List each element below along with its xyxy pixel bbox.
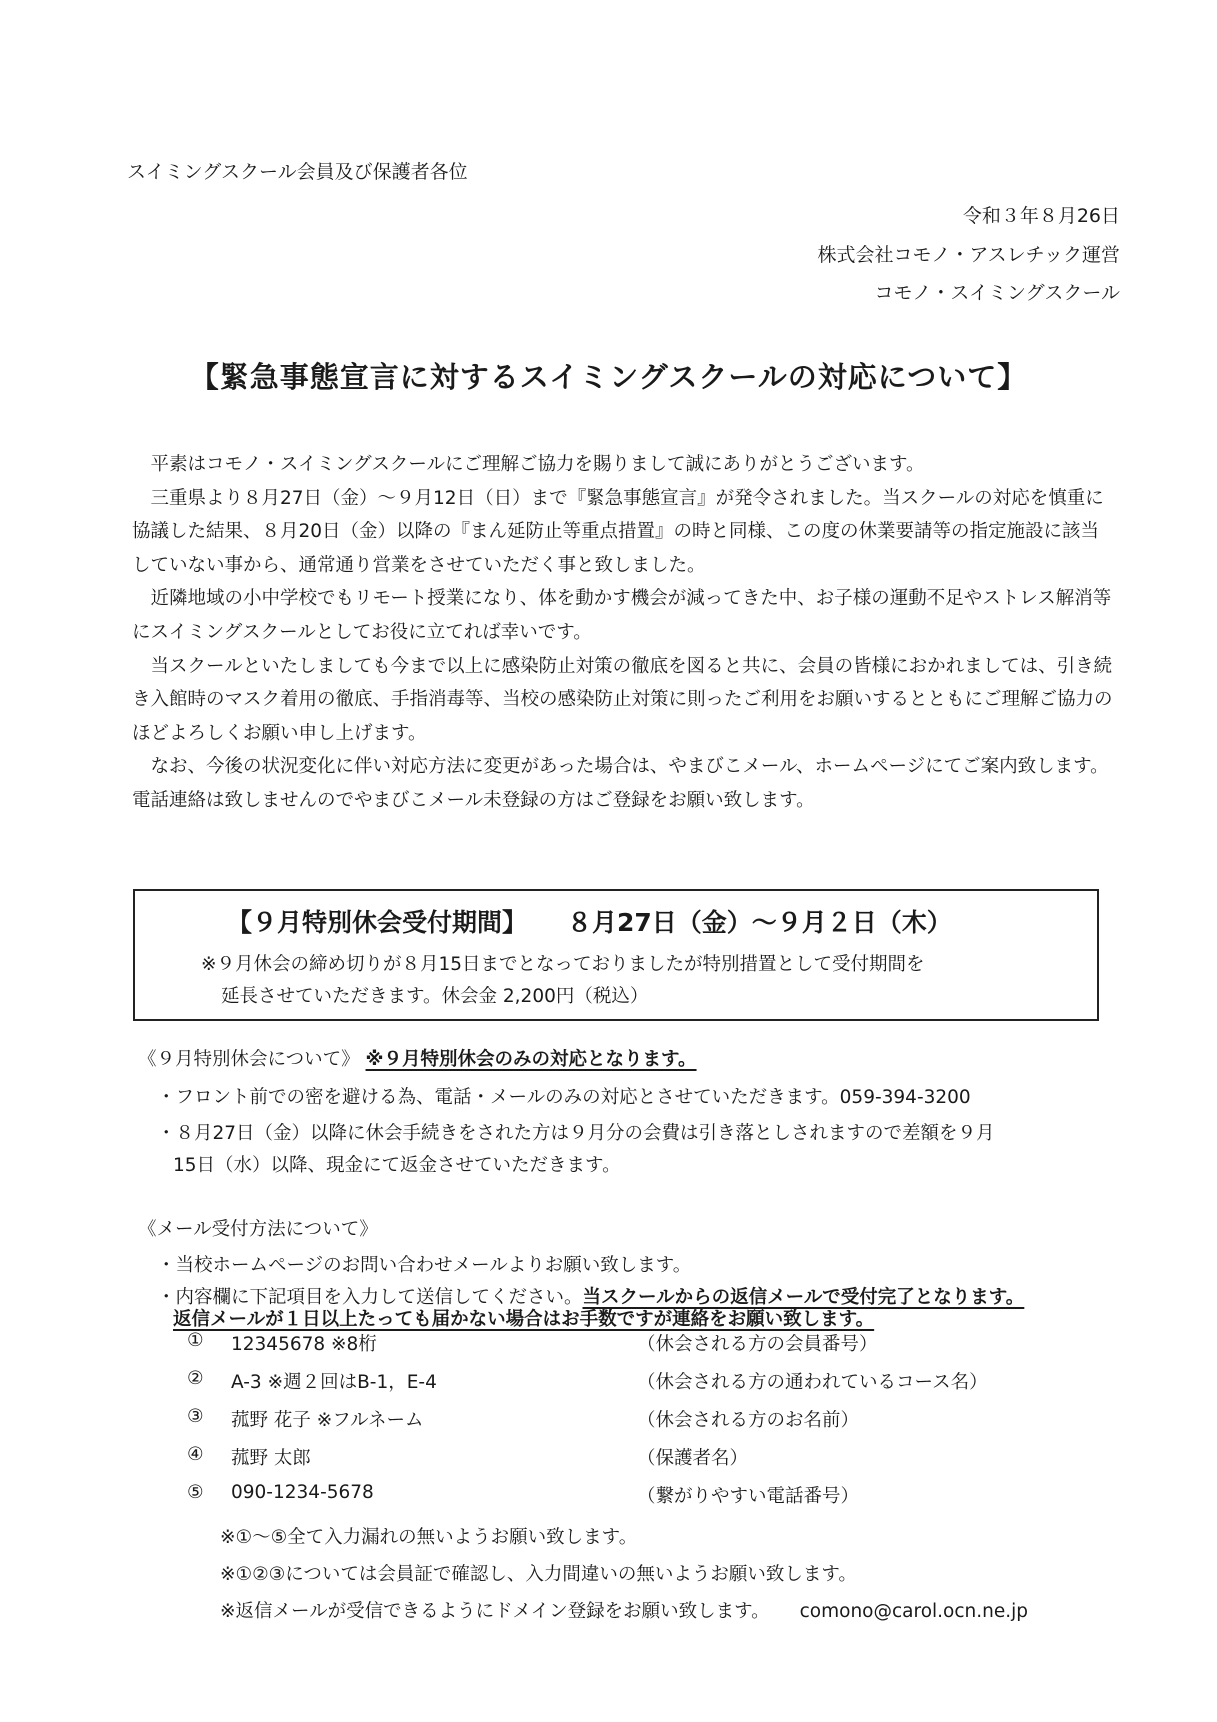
item-number: ④ bbox=[187, 1444, 204, 1465]
input-item-list bbox=[187, 1330, 1067, 1520]
item-value: A-3 ※週２回はB-1，E-4 bbox=[231, 1372, 437, 1393]
item-value: 菰野 太郎 bbox=[231, 1448, 311, 1469]
list-item-input-fields-text: ・内容欄に下記項目を入力して送信してください。 bbox=[157, 1287, 583, 1308]
notice-note-line-1: ※９月休会の締め切りが８月15日までとなっておりましたが特別措置として受付期間を bbox=[201, 954, 925, 975]
body-paragraph-infection-control: 当スクールといたしましても今まで以上に感染防止対策の徹底を図ると共に、会員の皆様におかれましては、引き続き入館時のマスク着用の徹底、手指消毒等、当校の感染防止対策に則ったご利用をお願いするとともにご理解ご協力のほどよろしくお願い申し上げます。 bbox=[132, 655, 1113, 744]
notice-note-line-2: 延長させていただきます。休会金 2,200円（税込） bbox=[221, 986, 649, 1007]
item-description: （繋がりやすい電話番号） bbox=[637, 1486, 860, 1507]
item-number: ① bbox=[187, 1330, 204, 1351]
notice-heading-label: 【９月特別休会受付期間】 bbox=[227, 908, 528, 937]
note-member-card: ※①②③については会員証で確認し、入力間違いの無いようお願い致します。 bbox=[220, 1564, 857, 1585]
list-item-phone-email: ・フロント前での密を避ける為、電話・メールのみの対応とさせていただきます。059-394-3200 bbox=[157, 1087, 971, 1108]
note-input-complete: ※①～⑤全て入力漏れの無いようお願い致します。 bbox=[220, 1527, 638, 1548]
item-value: 12345678 ※8桁 bbox=[231, 1334, 377, 1355]
list-item-input-fields-emphasis: 当スクールからの返信メールで受付完了となります。 bbox=[582, 1287, 1025, 1308]
item-number: ⑤ bbox=[187, 1482, 204, 1503]
company-name: 株式会社コモノ・アスレチック運営 bbox=[817, 244, 1120, 266]
list-item-homepage-mail: ・当校ホームページのお問い合わせメールよりお願い致します。 bbox=[157, 1255, 692, 1276]
addressee: スイミングスクール会員及び保護者各位 bbox=[127, 161, 468, 183]
list-item bbox=[187, 1444, 1067, 1482]
list-item bbox=[187, 1330, 1067, 1368]
list-item bbox=[187, 1482, 1067, 1520]
body-text bbox=[132, 448, 1117, 818]
section-special-leave-heading bbox=[138, 1045, 697, 1071]
item-description: （休会される方の会員番号） bbox=[637, 1334, 878, 1355]
list-item-fee-refund-cont: 15日（水）以降、現金にて返金させていただきます。 bbox=[173, 1155, 621, 1176]
item-description: （保護者名） bbox=[637, 1448, 749, 1469]
notice-heading bbox=[227, 903, 952, 939]
notice-period: ８月27日（金）～９月２日（木） bbox=[567, 908, 952, 937]
school-name: コモノ・スイミングスクール bbox=[874, 282, 1120, 304]
note-domain-registration bbox=[220, 1597, 1028, 1623]
item-description: （休会される方の通われているコース名） bbox=[637, 1372, 988, 1393]
list-item-reply-warning bbox=[173, 1305, 874, 1331]
body-paragraph-declaration: 三重県より８月27日（金）～９月12日（日）まで『緊急事態宣言』が発令されました。当スクールの対応を慎重に協議した結果、８月20日（金）以降の『まん延防止等重点措置』の時と同様、この度の休業要請等の指定施設に該当していない事から、通常通り営業をさせていただく事と致しました。 bbox=[132, 487, 1104, 576]
special-leave-notice-box bbox=[133, 889, 1099, 1021]
section-emphasis: ※９月特別休会のみの対応となります。 bbox=[365, 1049, 697, 1070]
notice-note bbox=[201, 949, 1081, 1013]
item-number: ② bbox=[187, 1368, 204, 1389]
section-heading-label: 《９月特別休会について》 bbox=[138, 1049, 360, 1070]
item-value: 菰野 花子 ※フルネーム bbox=[231, 1410, 424, 1431]
section-mail-heading: 《メール受付方法について》 bbox=[138, 1219, 378, 1240]
body-paragraph-remote-classes: 近隣地域の小中学校でもリモート授業になり、体を動かす機会が減ってきた中、お子様の運動不足やストレス解消等にスイミングスクールとしてお役に立てれば幸いです。 bbox=[132, 588, 1112, 643]
body-paragraph-greeting: 平素はコモノ・スイミングスクールにご理解ご協力を賜りまして誠にありがとうございます。 bbox=[150, 454, 925, 475]
list-item bbox=[187, 1368, 1067, 1406]
note-domain-text: ※返信メールが受信できるようにドメイン登録をお願い致します。 bbox=[220, 1601, 770, 1622]
document-title: 【緊急事態宣言に対するスイミングスクールの対応について】 bbox=[189, 360, 1028, 394]
body-paragraph-contact: なお、今後の状況変化に伴い対応方法に変更があった場合は、やまびこメール、ホームページにてご案内致します。電話連絡は致しませんのでやまびこメール未登録の方はご登録をお願い致します。 bbox=[132, 756, 1109, 811]
item-description: （休会される方のお名前） bbox=[637, 1410, 860, 1431]
item-number: ③ bbox=[187, 1406, 204, 1427]
list-item-fee-refund: ・８月27日（金）以降に休会手続きをされた方は９月分の会費は引き落としされますので差額を９月 bbox=[157, 1123, 995, 1144]
item-value: 090-1234-5678 bbox=[231, 1482, 374, 1503]
list-item bbox=[187, 1406, 1067, 1444]
document-date: 令和３年８月26日 bbox=[962, 205, 1120, 227]
contact-email: comono@carol.ocn.ne.jp bbox=[799, 1601, 1028, 1622]
reply-warning-emphasis: 返信メールが１日以上たっても届かない場合はお手数ですが連絡をお願い致します。 bbox=[173, 1309, 875, 1330]
